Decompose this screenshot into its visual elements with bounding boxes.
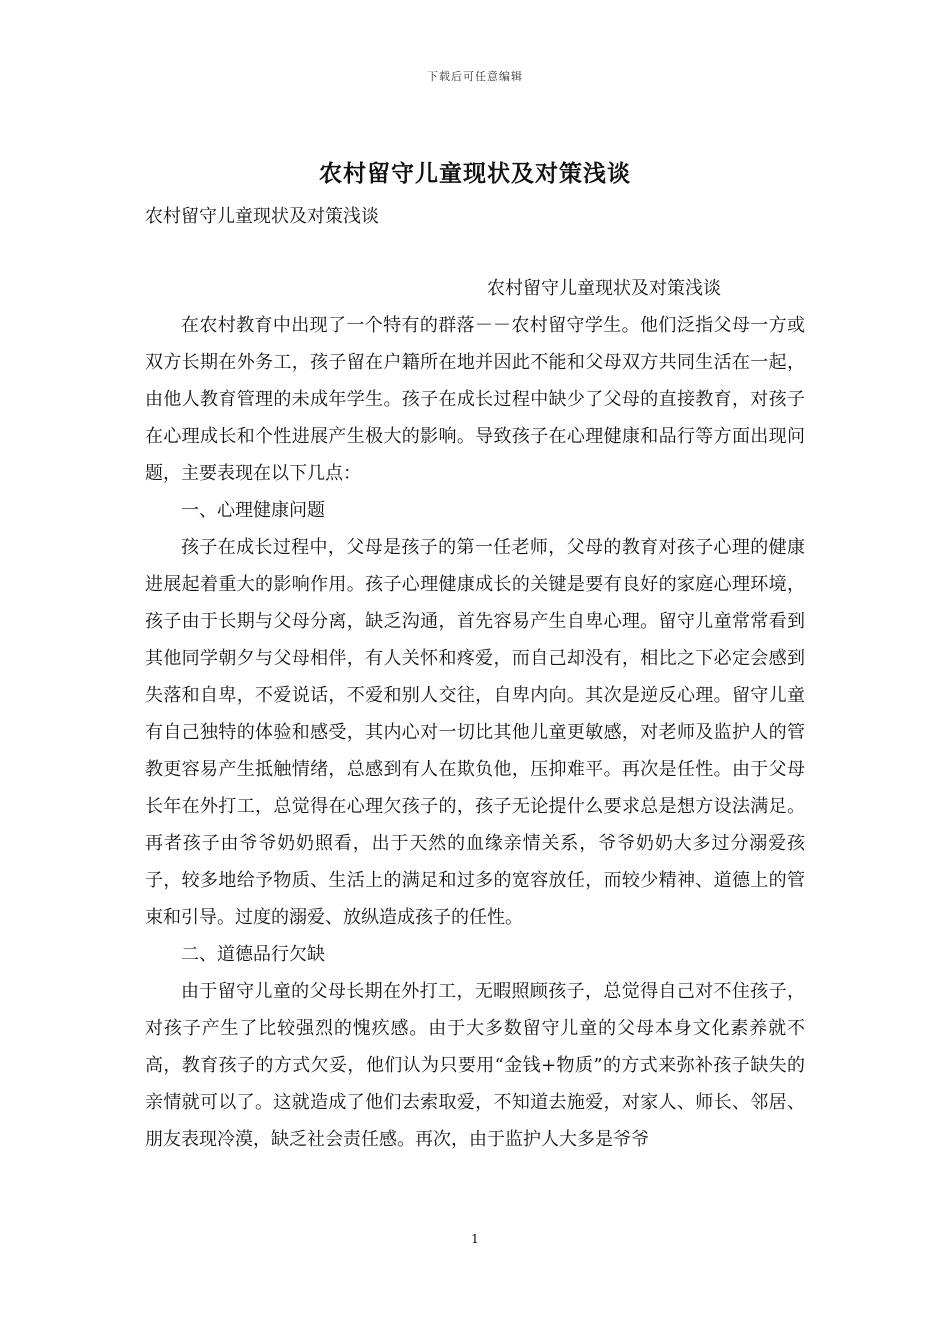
header-note: 下载后可任意编辑 (427, 70, 523, 83)
section-heading-psychological-health: 一、心理健康问题 (181, 500, 325, 521)
document-title: 农村留守儿童现状及对策浅谈 (319, 160, 631, 187)
paragraph-moral-conduct: 由于留守儿童的父母长期在外打工，无暇照顾孩子，总觉得自己对不住孩子，对孩子产生了比较强烈的愧疚感。由于大多数留守儿童的父母本身文化素养就不高，教育孩子的方式欠妥，他们认为只要用“金钱+物质”的方式来弥补孩子缺失的亲情就可以了。这就造成了他们去索取爱，不知道去施爱，对家人、师长、邻居、朋友表现冷漠，缺乏社会责任感。再次，由于监护人大多是爷爷 (145, 981, 805, 1150)
page-number: 1 (471, 1232, 479, 1246)
subtitle-right: 农村留守儿童现状及对策浅谈 (487, 278, 721, 299)
paragraph-psychological-health: 孩子在成长过程中，父母是孩子的第一任老师，父母的教育对孩子心理的健康进展起着重大的影响作用。孩子心理健康成长的关键是要有良好的家庭心理环境，孩子由于长期与父母分离，缺乏沟通，首先容易产生自卑心理。留守儿童常常看到其他同学朝夕与父母相伴，有人关怀和疼爱，而自己却没有，相比之下必定会感到失落和自卑，不爱说话，不爱和别人交往，自卑内向。其次是逆反心理。留守儿童有自己独特的体验和感受，其内心对一切比其他儿童更敏感，对老师及监护人的管教更容易产生抵触情绪，总感到有人在欺负他，压抑难平。再次是任性。由于父母长年在外打工，总觉得在心理欠孩子的，孩子无论提什么要求总是想方设法满足。再者孩子由爷爷奶奶照看，出于天然的血缘亲情关系，爷爷奶奶大多过分溺爱孩子，较多地给予物质、生活上的满足和过多的宽容放任，而较少精神、道德上的管束和引导。过度的溺爱、放纵造成孩子的任性。 (145, 537, 805, 928)
subtitle-left: 农村留守儿童现状及对策浅谈 (145, 206, 379, 227)
section-heading-moral-conduct: 二、道德品行欠缺 (181, 944, 325, 965)
paragraph-intro: 在农村教育中出现了一个特有的群落－－农村留守学生。他们泛指父母一方或双方长期在外务工，孩子留在户籍所在地并因此不能和父母双方共同生活在一起，由他人教育管理的未成年学生。孩子在成长过程中缺少了父母的直接教育，对孩子在心理成长和个性进展产生极大的影响。导致孩子在心理健康和品行等方面出现问题，主要表现在以下几点： (145, 315, 805, 484)
document-body (145, 307, 805, 1158)
